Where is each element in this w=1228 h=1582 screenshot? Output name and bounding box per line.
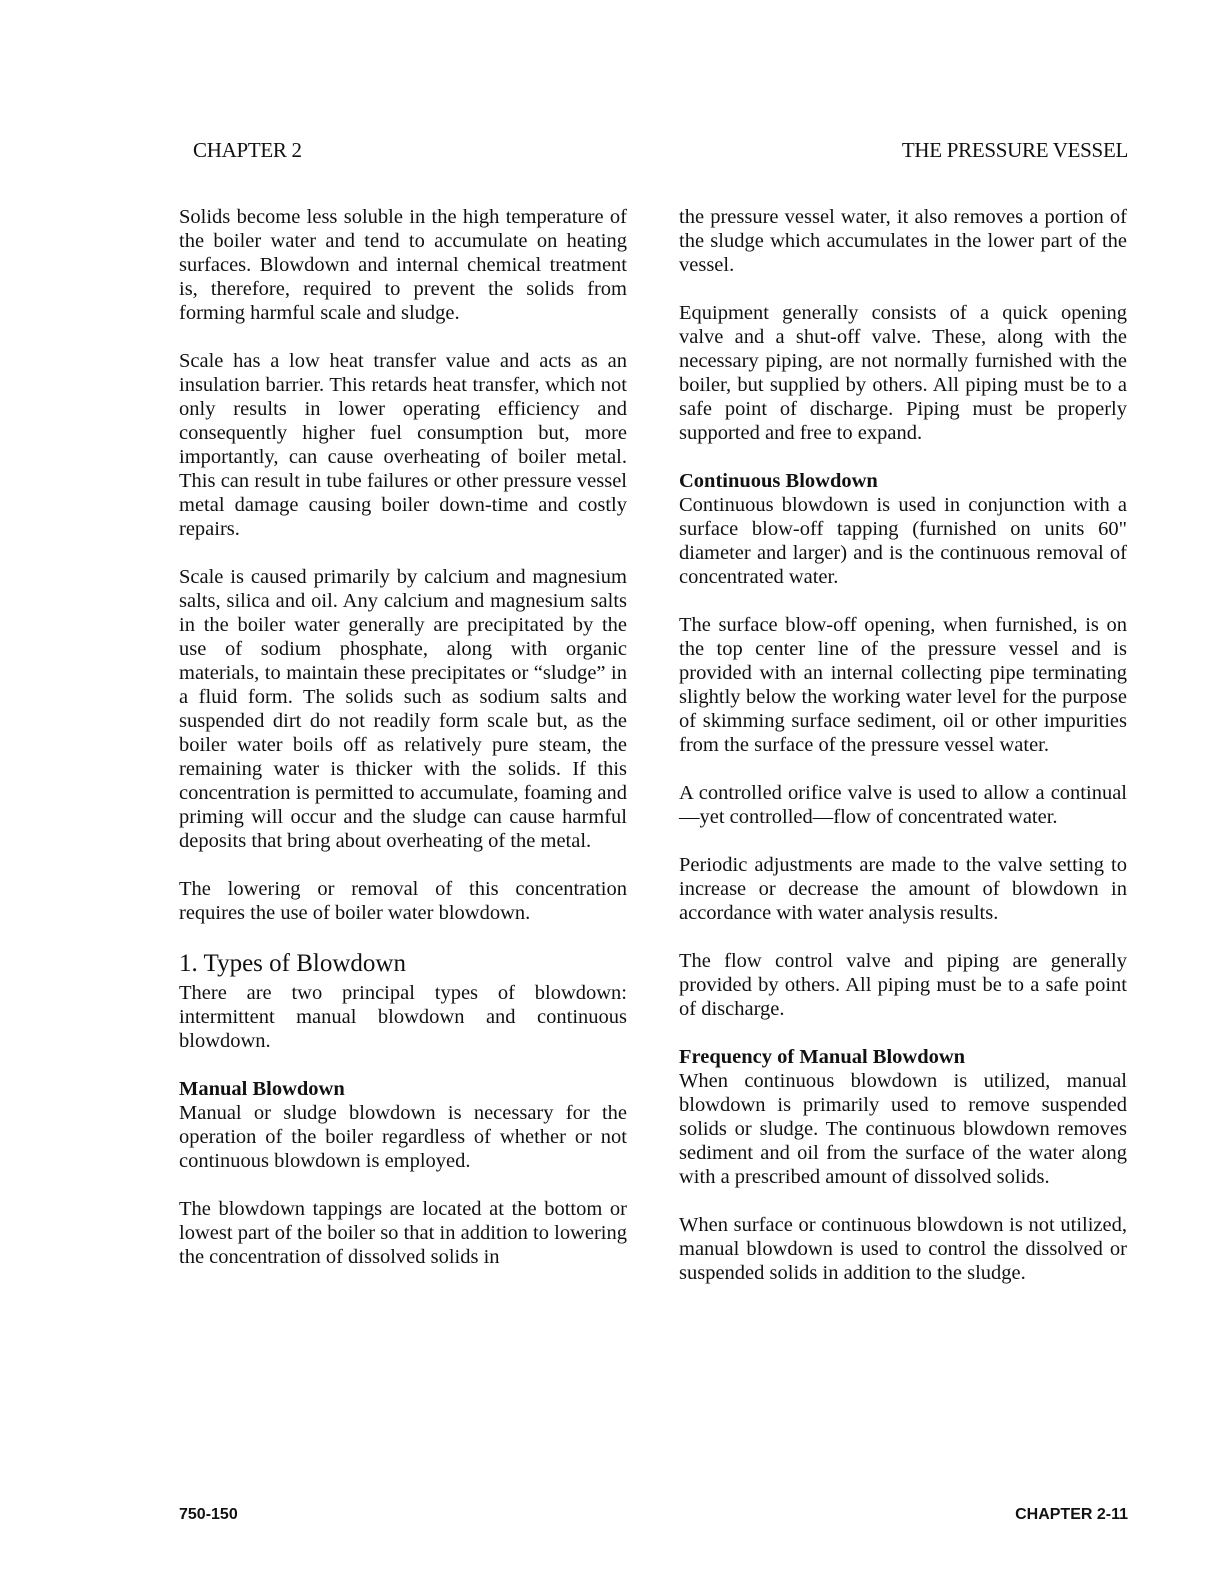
paragraph: the pressure vessel water, it also removes a portion of the sludge which accumulates in the lower part of the vessel. [679, 206, 1127, 276]
paragraph: There are two principal types of blowdown: intermittent manual blowdown and continuous blowdown. [179, 982, 627, 1052]
paragraph: When continuous blowdown is utilized, manual blowdown is primarily used to remove suspended solids or sludge. The continuous blowdown removes sediment and oil from the surface of the water along with a prescribed amount of dissolved solids. [679, 1070, 1127, 1188]
paragraph: Periodic adjustments are made to the valve setting to increase or decrease the amount of blowdown in accordance with water analysis results. [679, 854, 1127, 924]
chapter-header: CHAPTER 2 [193, 138, 302, 162]
paragraph: The surface blow-off opening, when furnished, is on the top center line of the pressure vessel and is provided with an internal collecting pipe terminating slightly below the working water level for the purpose of skimming surface sediment, oil or other impurities from the surface of the pressure vessel water. [679, 614, 1127, 756]
paragraph: Equipment generally consists of a quick opening valve and a shut-off valve. These, along with the necessary piping, are not normally furnished with the boiler, but supplied by others. All piping must be to a safe point of discharge. Piping must be properly supported and free to expand. [679, 302, 1127, 444]
paragraph: A controlled orifice valve is used to allow a continual—yet controlled—flow of concentrated water. [679, 782, 1127, 828]
right-column [679, 205, 1127, 1309]
paragraph: When surface or continuous blowdown is not utilized, manual blowdown is used to control the dissolved or suspended solids in addition to the sludge. [679, 1214, 1127, 1284]
paragraph: Manual or sludge blowdown is necessary for the operation of the boiler regardless of whether or not continuous blowdown is employed. [179, 1102, 627, 1172]
paragraph: Scale has a low heat transfer value and acts as an insulation barrier. This retards heat transfer, which not only results in lower operating efficiency and consequently higher fuel consumption but, more importantly, can cause overheating of boiler metal. This can result in tube failures or other pressure vessel metal damage causing boiler down-time and costly repairs. [179, 350, 627, 540]
paragraph: The blowdown tappings are located at the bottom or lowest part of the boiler so that in addition to lowering the concentration of dissolved solids in [179, 1198, 627, 1268]
paragraph: Continuous blowdown is used in conjunction with a surface blow-off tapping (furnished on units 60" diameter and larger) and is the continuous removal of concentrated water. [679, 494, 1127, 588]
section-header-title: THE PRESSURE VESSEL [901, 138, 1128, 162]
section-title: 1. Types of Blowdown [179, 950, 406, 977]
paragraph: The lowering or removal of this concentration requires the use of boiler water blowdown. [179, 878, 627, 924]
footer-page-number: CHAPTER 2-11 [1015, 1506, 1128, 1523]
subheading-frequency-manual-blowdown: Frequency of Manual Blowdown [679, 1046, 966, 1068]
footer-doc-number: 750-150 [179, 1506, 238, 1523]
paragraph: Solids become less soluble in the high temperature of the boiler water and tend to accumulate on heating surfaces. Blowdown and internal chemical treatment is, therefore, required to prevent the solids from forming harmful scale and sludge. [179, 206, 627, 324]
subheading-manual-blowdown: Manual Blowdown [179, 1078, 345, 1100]
paragraph: Scale is caused primarily by calcium and magnesium salts, silica and oil. Any calcium and magnesium salts in the boiler water generally are precipitated by the use of sodium phosphate, along with organic materials, to maintain these precipitates or “sludge” in a fluid form. The solids such as sodium salts and suspended dirt do not readily form scale but, as the boiler water boils off as relatively pure steam, the remaining water is thicker with the solids. If this concentration is permitted to accumulate, foaming and priming will occur and the sludge can cause harmful deposits that bring about overheating of the metal. [179, 566, 627, 852]
subheading-continuous-blowdown: Continuous Blowdown [679, 470, 878, 492]
left-column [179, 205, 627, 1293]
paragraph: The flow control valve and piping are generally provided by others. All piping must be to a safe point of discharge. [679, 950, 1127, 1020]
